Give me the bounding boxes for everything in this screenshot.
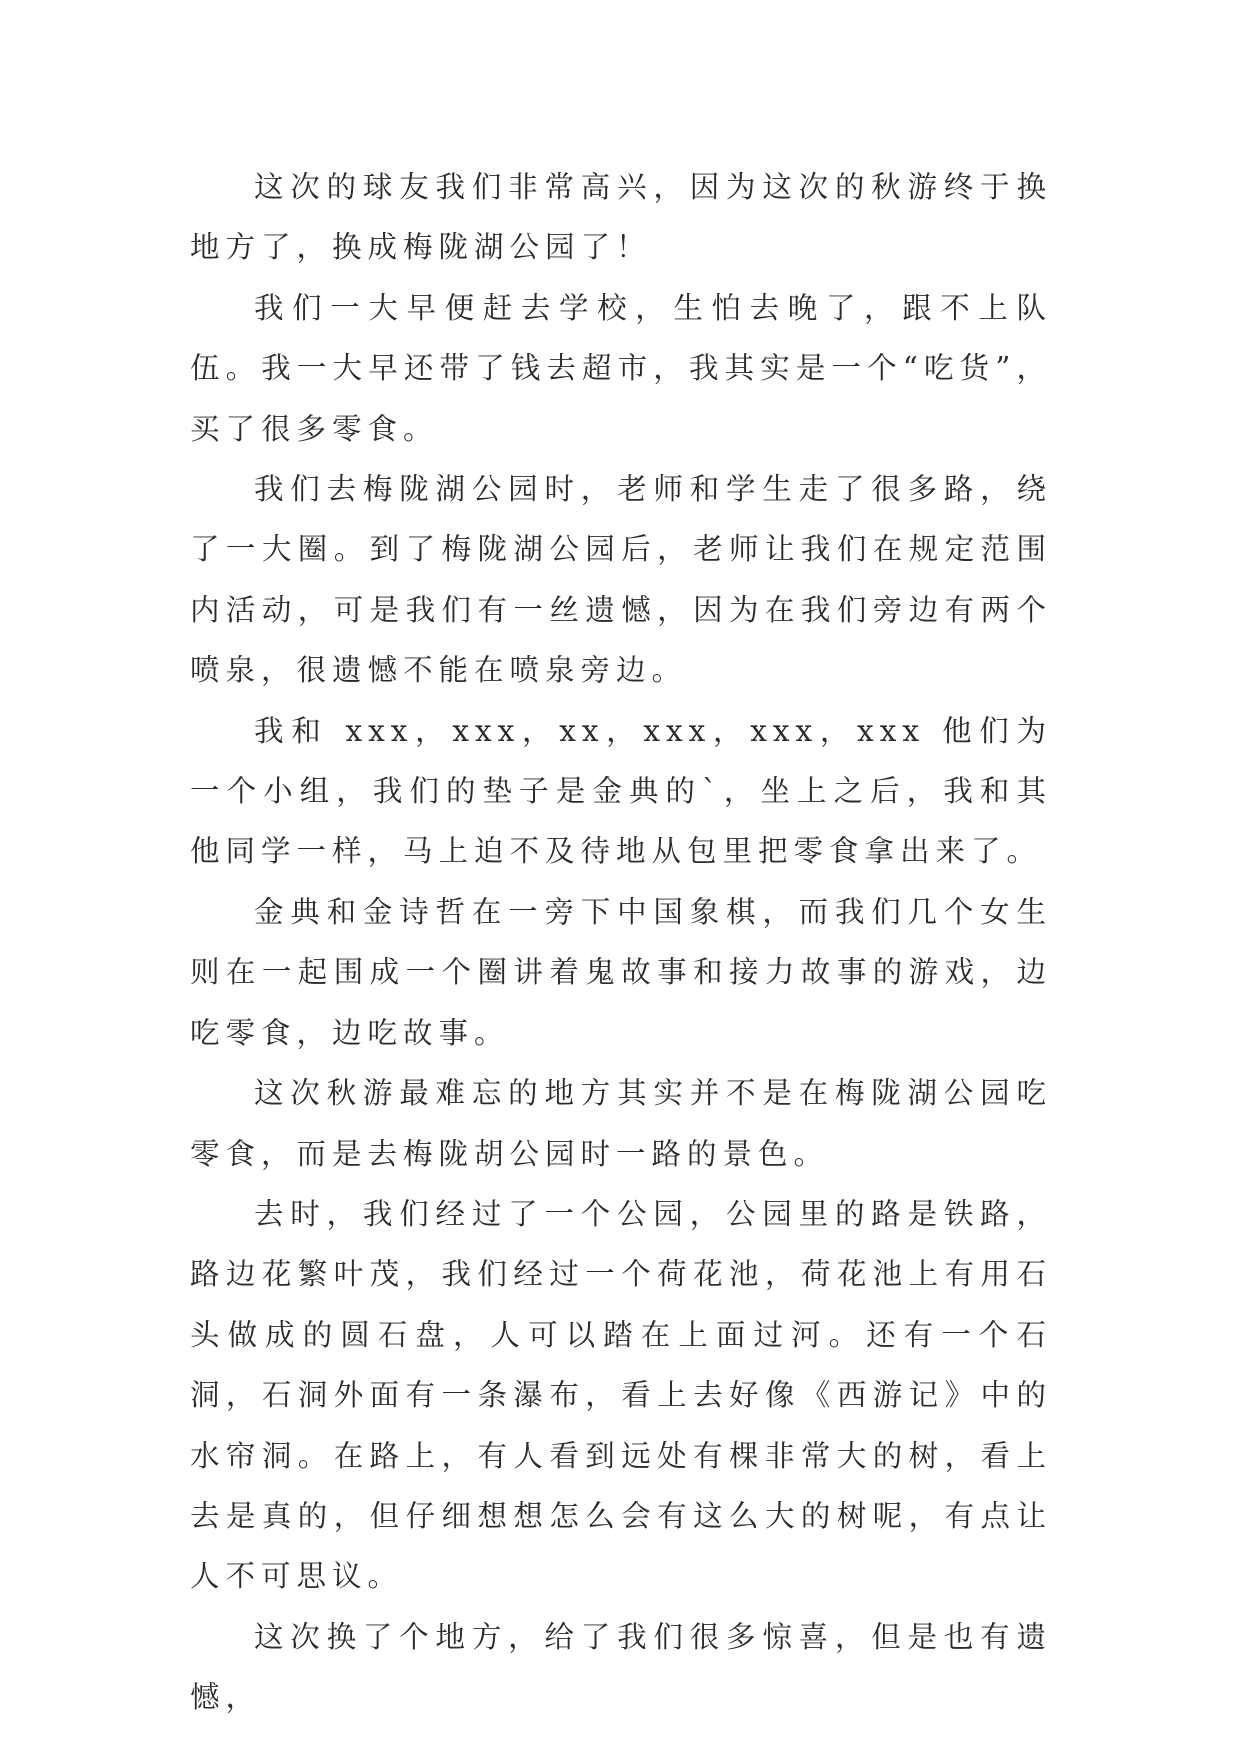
paragraph-1: 这次的球友我们非常高兴，因为这次的秋游终于换地方了，换成梅陇湖公园了！ [190, 170, 1052, 265]
paragraph-6: 这次秋游最难忘的地方其实并不是在梅陇湖公园吃零食，而是去梅陇胡公园时一路的景色。 [190, 1076, 1052, 1171]
paragraph-2: 我们一大早便赶去学校，生怕去晚了，跟不上队伍。我一大早还带了钱去超市，我其实是一个“吃货”，买了很多零食。 [190, 290, 1052, 446]
essay-body [190, 157, 1052, 1728]
paragraph-3: 我们去梅陇湖公园时，老师和学生走了很多路，绕了一大圈。到了梅陇湖公园后，老师让我们在规定范围内活动，可是我们有一丝遗憾，因为在我们旁边有两个喷泉，很遗憾不能在喷泉旁边。 [190, 472, 1052, 688]
paragraph-4: 我和 xxx，xxx，xx，xxx，xxx，xxx 他们为一个小组，我们的垫子是金典的`，坐上之后，我和其他同学一样，马上迫不及待地从包里把零食拿出来了。 [190, 713, 1052, 869]
paragraph-5: 金典和金诗哲在一旁下中国象棋，而我们几个女生则在一起围成一个圈讲着鬼故事和接力故事的游戏，边吃零食，边吃故事。 [190, 894, 1052, 1050]
paragraph-7: 去时，我们经过了一个公园，公园里的路是铁路，路边花繁叶茂，我们经过一个荷花池，荷花池上有用石头做成的圆石盘，人可以踏在上面过河。还有一个石洞，石洞外面有一条瀑布，看上去好像《西游记》中的水帘洞。在路上，有人看到远处有棵非常大的树，看上去是真的，但仔细想想怎么会有这么大的树呢，有点让人不可思议。 [190, 1196, 1052, 1594]
paragraph-8: 这次换了个地方，给了我们很多惊喜，但是也有遗憾， [190, 1619, 1052, 1715]
